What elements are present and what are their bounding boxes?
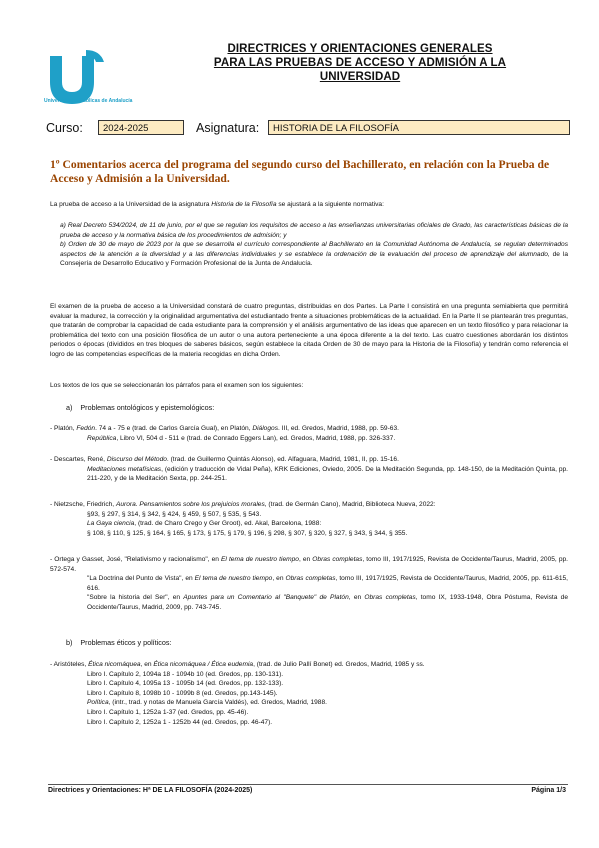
entry-nietzsche: - Nietzsche, Friedrich, Aurora. Pensamientos sobre los prejuicios morales, (trad. de Germán Cano), Madrid, Biblioteca Nueva, 2022: §93, § 297, § 314, § 342, § 424, § 459, § 507, § 535, § 543. La Gaya ciencia, (trad. de Charo Crego y Ger Groot), ed. Akal, Barcelona, 1988: § 108, § 110, § 125, § 164, § 165, § 173, § 175, § 179, § 196, § 298, § 307, § 320, § 327, § 343, § 344, § 355. bbox=[50, 501, 436, 537]
curso-value: 2024-2025 bbox=[98, 120, 184, 135]
curso-label: Curso: bbox=[46, 121, 83, 135]
document-title: DIRECTRICES Y ORIENTACIONES GENERALES PARA LAS PRUEBAS DE ACCESO Y ADMISIÓN A LA UNIVERSIDAD bbox=[213, 43, 507, 83]
list-item: Libro I. Capítulo 4, 1095a 13 - 1095b 14 (ed. Gredos, pp. 132-133). bbox=[87, 680, 284, 688]
entry-aristoteles: - Aristóteles, Ética nicomáquea, en Ética nicomáquea / Ética eudemia, (trad. de Julio Pallí Bonet) ed. Gredos, Madrid, 1985 y ss. Libro I. Capítulo 2, 1094a 18 - 1094b 10 (ed. Gredos, pp. 130-131). Libro I. Capítulo 4, 1095a 13 - 1095b 14 (ed. Gredos, pp. 132-133). Libro I. Capítulo 8, 1098b 10 - 1099b 8 (ed. Gredos, pp.143-145). Política, (intr., trad. y notas de Manuela García Valdés), ed. Gredos, Madrid, 1988. Libro I. Capítulo 1, 1252a 1-37 (ed. Gredos, pp. 45-46). Libro I. Capítulo 2, 1252a 1 - 1252b 44 (ed. Gredos, pp. 46-47). bbox=[50, 660, 570, 727]
course-row bbox=[46, 120, 566, 137]
asignatura-label: Asignatura: bbox=[196, 121, 260, 135]
entry-platon: - Platón, Fedón. 74 a - 75 e (trad. de Carlos García Gual), en Platón, Diálogos. III, ed. Gredos, Madrid, 1988, pp. 59-63. República, Libro VI, 504 d - 511 e (trad. de Conrado Eggers Lan), ed. Gredos, Madrid, 1988, pp. 326-337. bbox=[50, 425, 399, 442]
asignatura-value: HISTORIA DE LA FILOSOFÍA bbox=[268, 120, 570, 135]
norm-a: a) Real Decreto 534/2024, de 11 de junio, por el que se regulan los requisitos de acceso a las enseñanzas universitarias oficiales de Grado, las características básicas de la prueba de acceso y la normativa básica de los procedimientos de admisión; y bbox=[60, 222, 568, 239]
norm-list bbox=[60, 221, 568, 269]
intro-paragraph: La prueba de acceso a la Universidad de la asignatura Historia de la Filosofía se ajustará a la siguiente normativa: bbox=[50, 201, 384, 208]
footer-divider bbox=[48, 784, 568, 785]
footer-left: Directrices y Orientaciones: Hª DE LA FILOSOFÍA (2024-2025) bbox=[48, 787, 253, 794]
logo-caption: Universidades Públicas de Andalucía bbox=[44, 98, 133, 104]
list-item: Libro I. Capítulo 2, 1252a 1 - 1252b 44 (ed. Gredos, pp. 46-47). bbox=[87, 718, 273, 726]
list-item: Libro I. Capítulo 1, 1252a 1-37 (ed. Gredos, pp. 45-46). bbox=[87, 708, 249, 716]
block-a-heading: a) Problemas ontológicos y epistemológicos: bbox=[66, 403, 215, 412]
list-item: Libro I. Capítulo 2, 1094a 18 - 1094b 10 (ed. Gredos, pp. 130-131). bbox=[87, 670, 284, 678]
texts-intro: Los textos de los que se seleccionarán los párrafos para el examen son los siguientes: bbox=[50, 382, 304, 389]
entry-ortega: - Ortega y Gasset, José, "Relativismo y racionalismo", en El tema de nuestro tiempo, en Obras completas, tomo III, 1917/1925, Revista de Occidente/Taurus, Madrid, 2005, pp. 572-574. "La Doctrina del Punto de Vista", en El tema de nuestro tiempo, en Obras completas, tomo III, 1917/1925, Revista de Occidente/Taurus, Madrid, 2005, pp. 611-615, 616. "Sobre la historia del Ser", en Apuntes para un Comentario al "Banquete" de Platón, en Obras completas, tomo IX, 1933-1948, Obra Póstuma, Revista de Occidente/Taurus, Madrid, 2009, pp. 743-745. bbox=[50, 556, 568, 611]
list-item: Libro I. Capítulo 8, 1098b 10 - 1099b 8 (ed. Gredos, pp.143-145). bbox=[87, 689, 278, 697]
norm-b: b) Orden de 30 de mayo de 2023 por la que se desarrolla el currículo correspondiente al Bachillerato en la Comunidad Autónoma de Andalucía, se regulan determinados aspectos de la atención a la diversidad y a las diferencias individuales y se establece la ordenación de la evaluación del proceso de aprendizaje del alumnado, de la Consejería de Desarrollo Educativo y Formación Profesional de la Junta de Andalucía. bbox=[60, 241, 568, 268]
exam-paragraph: El examen de la prueba de acceso a la Universidad constará de cuatro preguntas, distribuidas en dos Partes. La Parte I consistirá en una pregunta semiabierta que permitirá evaluar la madurez, la corrección y la originalidad argumentativa del estudiantado frente a situaciones problemáticas de la actualidad. En la Parte II se plantearán tres preguntas, que tratarán de comprobar la capacidad de cada estudiante para la comprensión y el análisis argumentativo de las ideas que aparecen en un texto filosófico y para relacionar la problemática del texto con una posición filosófica de un autor o una autora perteneciente a una época diferente a la del texto. Las cuatro cuestiones abordarán los distintos periodos o épocas (divididos en tres bloques de saberes básicos, según establece la citada Orden de 30 de mayo para la Historia de la Filosofía) y tendrán como referencia el logro de las competencias específicas de la materia recogidas en dicha Orden. bbox=[50, 303, 568, 358]
entry-descartes: - Descartes, René, Discurso del Método. (trad. de Guillermo Quintás Alonso), ed. Alfaguara, Madrid, 1981, II, pp. 15-16. Meditaciones metafísicas, (edición y traducción de Vidal Peña), KRK Ediciones, Oviedo, 2005. De la Meditación Segunda, pp. 148-150, de la Meditación Quinta, pp. 211-220, y de la Meditación Sexta, pp. 244-251. bbox=[50, 456, 568, 483]
section-heading: 1º Comentarios acerca del programa del segundo curso del Bachillerato, en relación con la Prueba de Acceso y Admisión a la Universidad. bbox=[50, 158, 550, 185]
page-number: Página 1/3 bbox=[531, 787, 566, 794]
block-b-heading: b) Problemas éticos y políticos: bbox=[66, 638, 172, 647]
